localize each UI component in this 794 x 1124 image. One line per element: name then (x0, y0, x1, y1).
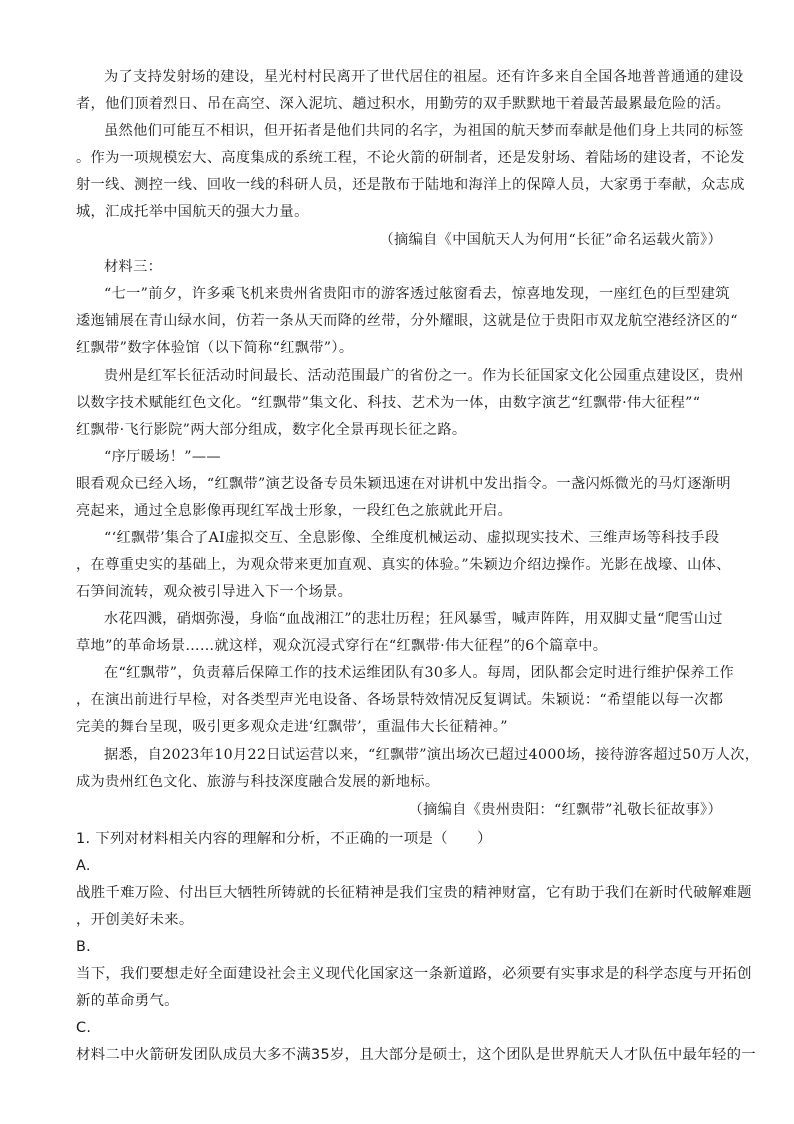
paragraph-line: 。作为一项规模宏大、高度集成的系统工程，不论火箭的研制者，还是发射场、着陆场的建设者，不论发 (76, 150, 745, 166)
option-label-a: A. (76, 858, 91, 874)
paragraph-line: “七一”前夕，许多乘飞机来贵州省贵阳市的游客透过舷窗看去，惊喜地发现，一座红色的巨型建筑 (104, 286, 730, 302)
paragraph-line: 为了支持发射场的建设，星光村村民离开了世代居住的祖屋。还有许多来自全国各地普普通通的建设 (104, 69, 744, 85)
paragraph-line: 贵州是红军长征活动时间最长、活动范围最广的省份之一。作为长征国家文化公园重点建设区，贵州 (104, 368, 744, 384)
paragraph-line: 草地”的革命场景……就这样，观众沉浸式穿行在“红飘带·伟大征程”的6个篇章中。 (76, 638, 608, 654)
section-label: 材料三： (104, 259, 163, 275)
option-label-c: C. (76, 1020, 92, 1036)
paragraph-line: 成为贵州红色文化、旅游与科技深度融合发展的新地标。 (76, 774, 440, 790)
paragraph-line: 以数字技术赋能红色文化。“红飘带”集文化、科技、艺术为一体，由数字演艺“红飘带·伟大征程”“ (76, 395, 701, 411)
paragraph-line: 眼看观众已经入场，“红飘带”演艺设备专员朱颖迅速在对讲机中发出指令。一盏闪烁微光的马灯逐渐明 (76, 476, 731, 492)
source-citation: （摘编自《贵州贵阳：“红飘带”礼敬长征故事》） (408, 802, 722, 818)
option-text: 当下，我们要想走好全面建设社会主义现代化国家这一条新道路，必须要有实事求是的科学态度与开拓创 (76, 966, 752, 982)
option-text: 新的革命勇气。 (76, 993, 179, 1009)
paragraph-line: “序厅暖场！”—— (104, 449, 221, 465)
paragraph-line: 石笋间流转，观众被引导进入下一个场景。 (76, 584, 353, 600)
question-stem: 1. 下列对材料相关内容的理解和分析，不正确的一项是（ ） (76, 831, 492, 847)
paragraph-line: ，在尊重史实的基础上，为观众带来更加直观、真实的体验。”朱颖边介绍边操作。光影在战壕、山体、 (76, 557, 731, 573)
paragraph-line: 完美的舞台呈现，吸引更多观众走进‘红飘带’，重温伟大长征精神。” (76, 719, 508, 735)
option-label-b: B. (76, 939, 92, 955)
paragraph-line: 据悉，自2023年10月22日试运营以来，“红飘带”演出场次已超过4000场，接待游客超过50万人次， (104, 747, 760, 763)
paragraph-line: 红飘带·飞行影院”两大部分组成，数字化全景再现长征之路。 (76, 422, 467, 438)
paragraph-line: 射一线、测控一线、回收一线的科研人员，还是散布于陆地和海洋上的保障人员，大家勇于奉献，众志成 (76, 177, 745, 193)
option-text: 材料二中火箭研发团队成员大多不满35岁，且大部分是硕士，这个团队是世界航天人才队伍中最年轻的一 (76, 1047, 756, 1063)
paragraph-line: 水花四溅，硝烟弥漫，身临“血战湘江”的悲壮历程；狂风暴雪，喊声阵阵，用双脚丈量“爬雪山过 (104, 611, 723, 627)
paragraph-line: 在“红飘带”，负责幕后保障工作的技术运维团队有30多人。每周，团队都会定时进行维护保养工作 (104, 665, 734, 681)
paragraph-line: 逶迤铺展在青山绿水间，仿若一条从天而降的丝带，分外耀眼，这就是位于贵阳市双龙航空港经济区的“ (76, 313, 738, 329)
paragraph-line: “‘红飘带’集合了AI虚拟交互、全息影像、全维度机械运动、虚拟现实技术、三维声场等科技手段 (104, 530, 720, 546)
option-text: 战胜千难万险、付出巨大牺牲所铸就的长征精神是我们宝贵的精神财富，它有助于我们在新时代破解难题 (76, 885, 752, 901)
paragraph-line: 虽然他们可能互不相识，但开拓者是他们共同的名字，为祖国的航天梦而奉献是他们身上共同的标签 (104, 123, 744, 139)
paragraph-line: ，在演出前进行早检，对各类型声光电设备、各场景特效情况反复调试。朱颖说：“希望能以每一次都 (76, 692, 724, 708)
paragraph-line: 亮起来，通过全息影像再现红军战士形象，一段红色之旅就此开启。 (76, 503, 513, 519)
option-text: ，开创美好未来。 (76, 912, 194, 928)
paragraph-line: 城，汇成托举中国航天的强大力量。 (76, 204, 309, 220)
paragraph-line: 者，他们顶着烈日、吊在高空、深入泥坑、趟过积水，用勤劳的双手默默地干着最苦最累最危险的活。 (76, 96, 731, 112)
paragraph-line: 红飘带”数字体验馆（以下简称“红飘带”）。 (76, 340, 354, 356)
source-citation: （摘编自《中国航天人为何用“长征”命名运载火箭》） (379, 232, 722, 248)
